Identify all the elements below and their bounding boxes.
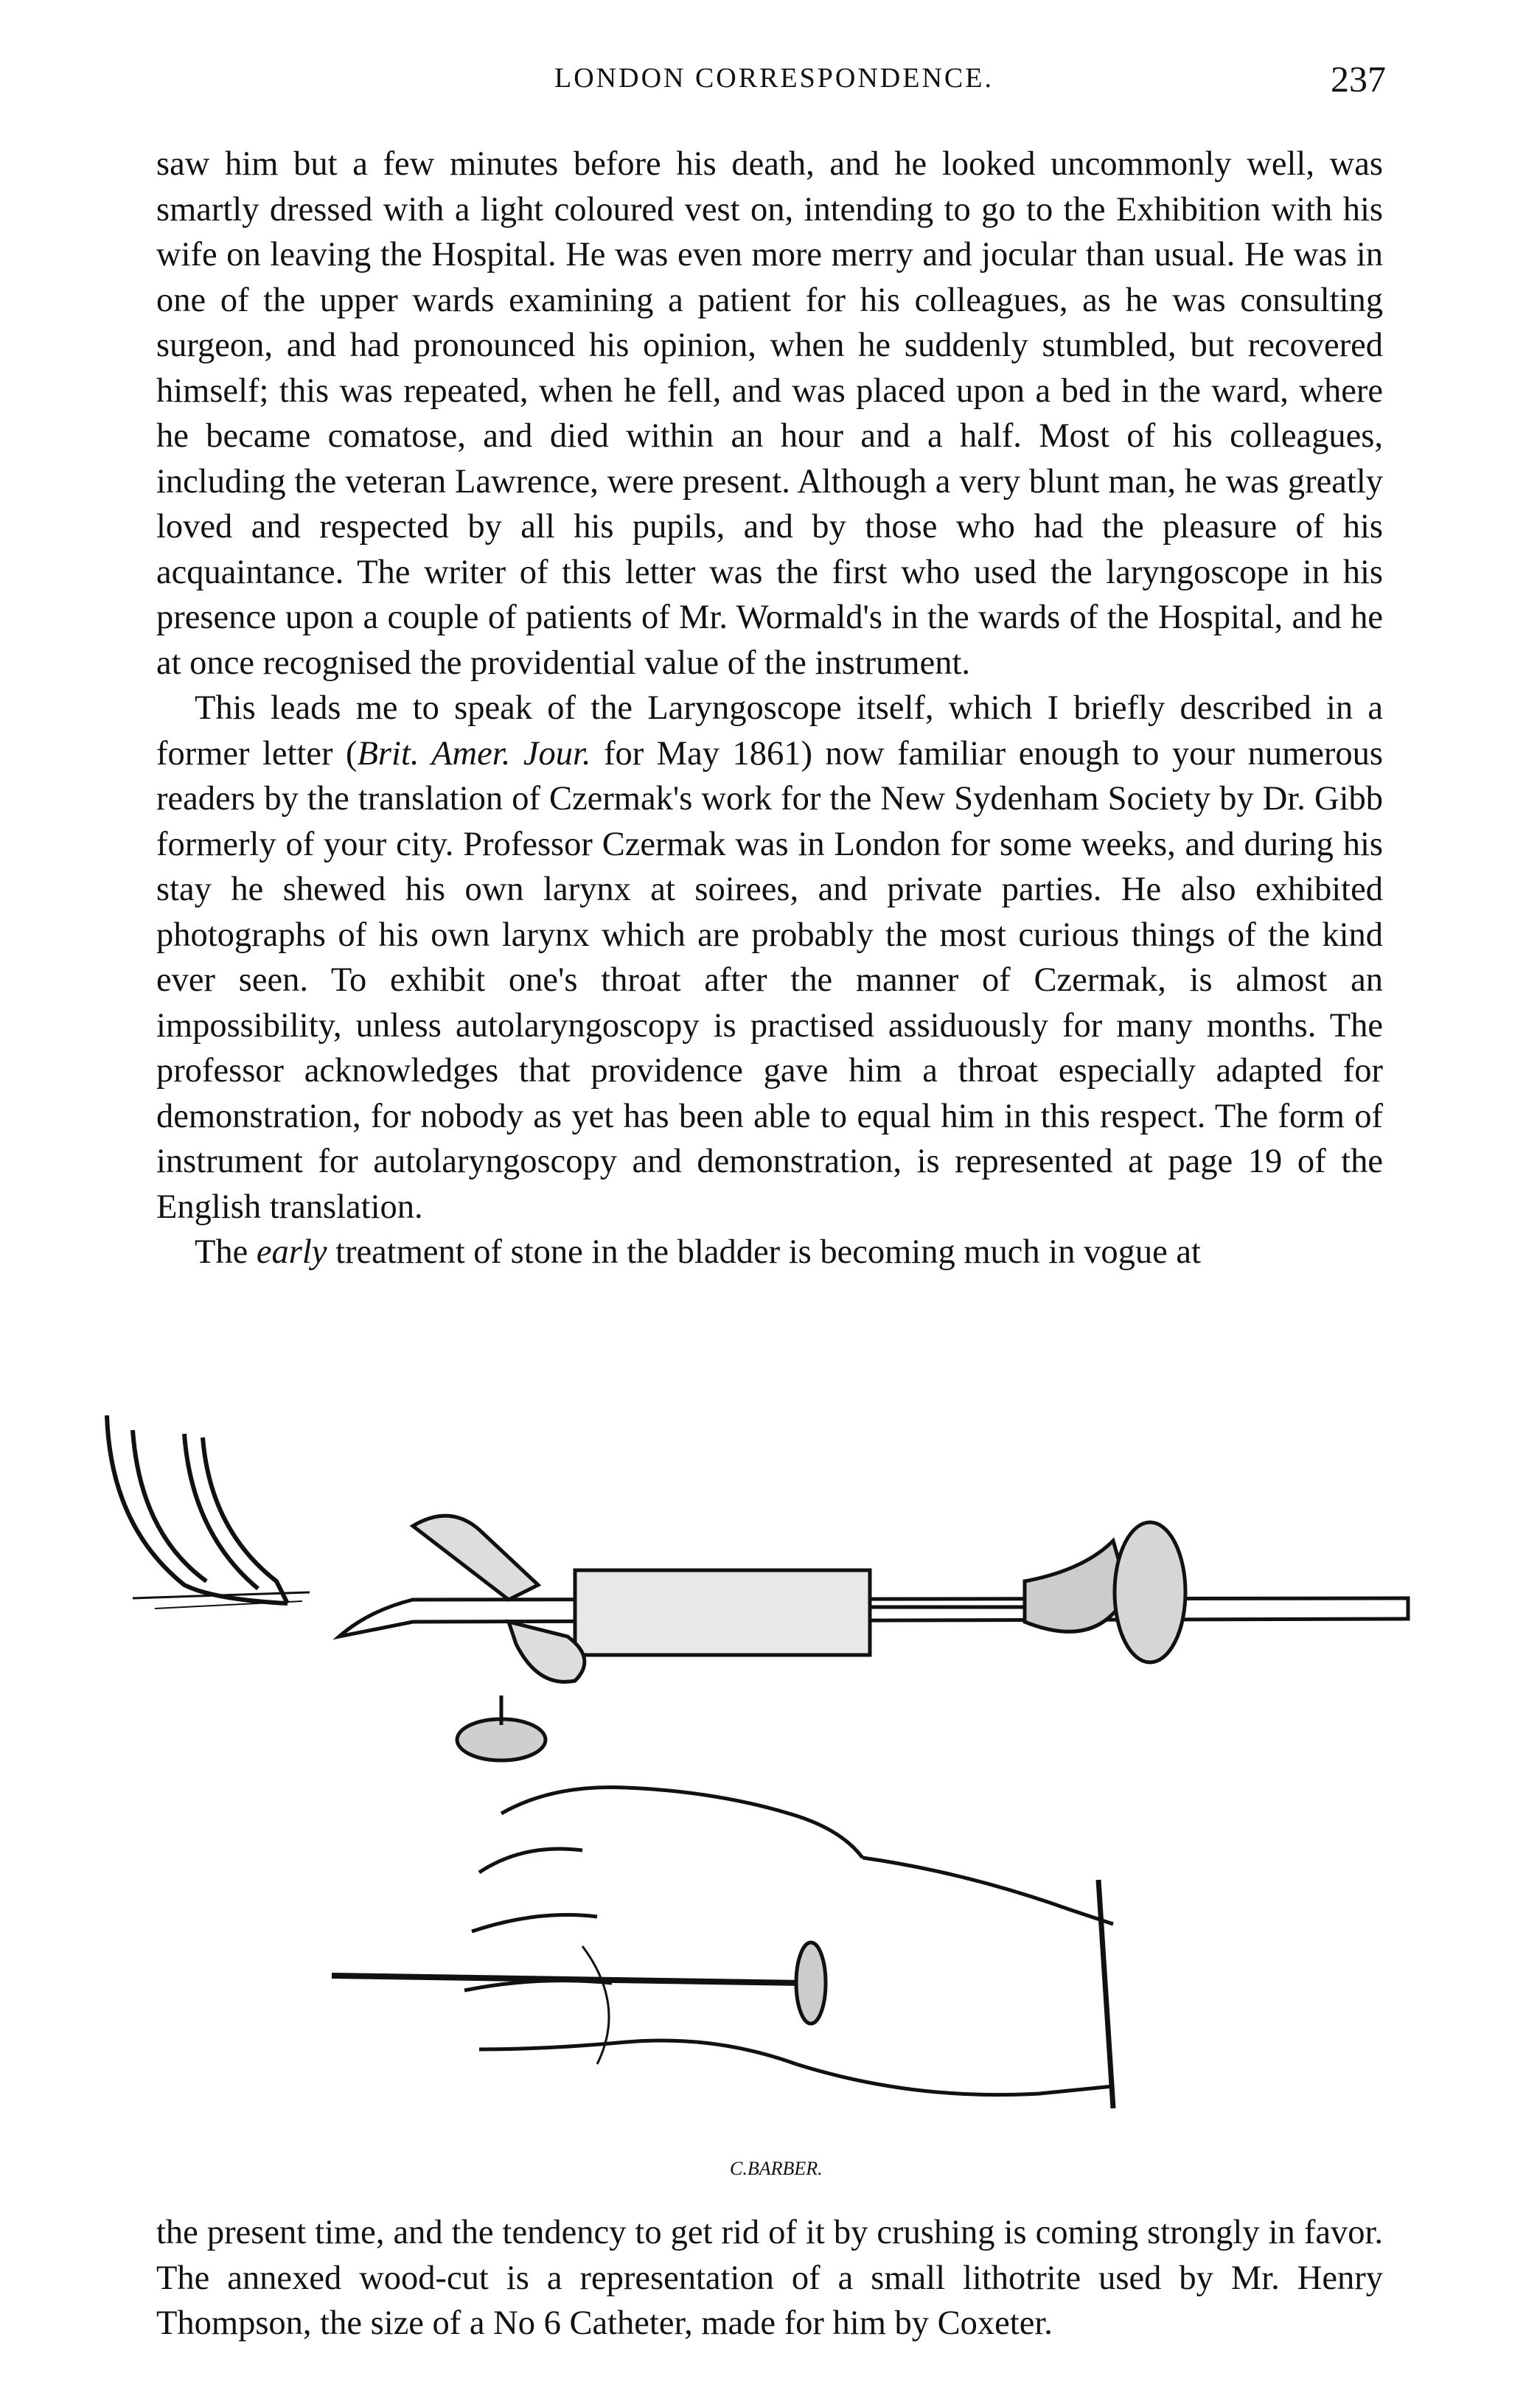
body-text-bottom: [156, 2210, 1383, 2346]
emphasis-early: early: [256, 1233, 327, 1271]
page-number: 237: [1331, 58, 1386, 100]
paragraph-2-text-b: for May 1861) now familiar enough to your numerous readers by the translation of Czermak's work for the New Sydenham Society by Dr. Gibb formerly of your city. Professor Czermak was in London for some weeks, and during his stay he shewed his own larynx at soirees, and private parties. He also exhibited photographs of his own larynx which are probably the most curious things of the kind ever seen. To exhibit one's throat after the manner of Czermak, is almost an impossibility, unless autolaryngoscopy is practised assiduously for many months. The professor acknowledges that providence gave him a throat especially adapted for demonstration, for nobody as yet has been able to equal him in this respect. The form of instrument for autolaryngoscopy and demonstration, is represented at page 19 of the English translation.: [156, 734, 1383, 1226]
woodcut-illustration: [66, 1401, 1415, 2204]
engraver-signature: C.BARBER.: [730, 2158, 823, 2179]
lithotrite-woodcut: [66, 1401, 1415, 2204]
jaw-detail-drawing: [107, 1415, 310, 1609]
paragraph-4: the present time, and the tendency to get rid of it by crushing is coming strongly in favor. The annexed wood-cut is a representation of a small lithotrite used by Mr. Henry Thompson, the size of a No 6 Catheter, made for him by Coxeter.: [156, 2214, 1383, 2342]
paragraph-1: saw him but a few minutes before his death, and he looked uncommonly well, was smartly dressed with a light coloured vest on, intending to go to the Exhibition with his wife on leaving the Hospital. He was even more merry and jocular than usual. He was in one of the upper wards examining a patient for his colleagues, as he was consulting surgeon, and had pronounced his opinion, when he suddenly stumbled, but recovered himself; this was repeated, when he fell, and was placed upon a bed in the ward, where he became comatose, and died within an hour and a half. Most of his colleagues, including the veteran Lawrence, were present. Although a very blunt man, he was greatly loved and respected by all his pupils, and by those who had the pleasure of his acquaintance. The writer of this letter was the first who used the laryngoscope in his presence upon a couple of patients of Mr. Wormald's in the wards of the Hospital, and he at once recognised the providential value of the instrument.: [156, 145, 1383, 682]
lithotrite-drawing: [339, 1516, 1408, 1760]
page-header: [162, 58, 1386, 121]
paragraph-3: [156, 1230, 1383, 1275]
paragraph-2-text-a: This leads me to speak of the Laryngoscope itself, which I briefly described in a former letter (: [156, 689, 1383, 773]
journal-title: Brit. Amer. Jour.: [357, 734, 591, 773]
running-head: LONDON CORRESPONDENCE.: [554, 63, 994, 94]
paragraph-3-text-a: The: [195, 1233, 257, 1271]
paragraph-2: [156, 686, 1383, 1230]
paragraph-3-text-b: treatment of stone in the bladder is becoming much in vogue at: [327, 1233, 1201, 1271]
body-text-top: [156, 142, 1383, 1275]
hand-drawing: [332, 1787, 1113, 2108]
